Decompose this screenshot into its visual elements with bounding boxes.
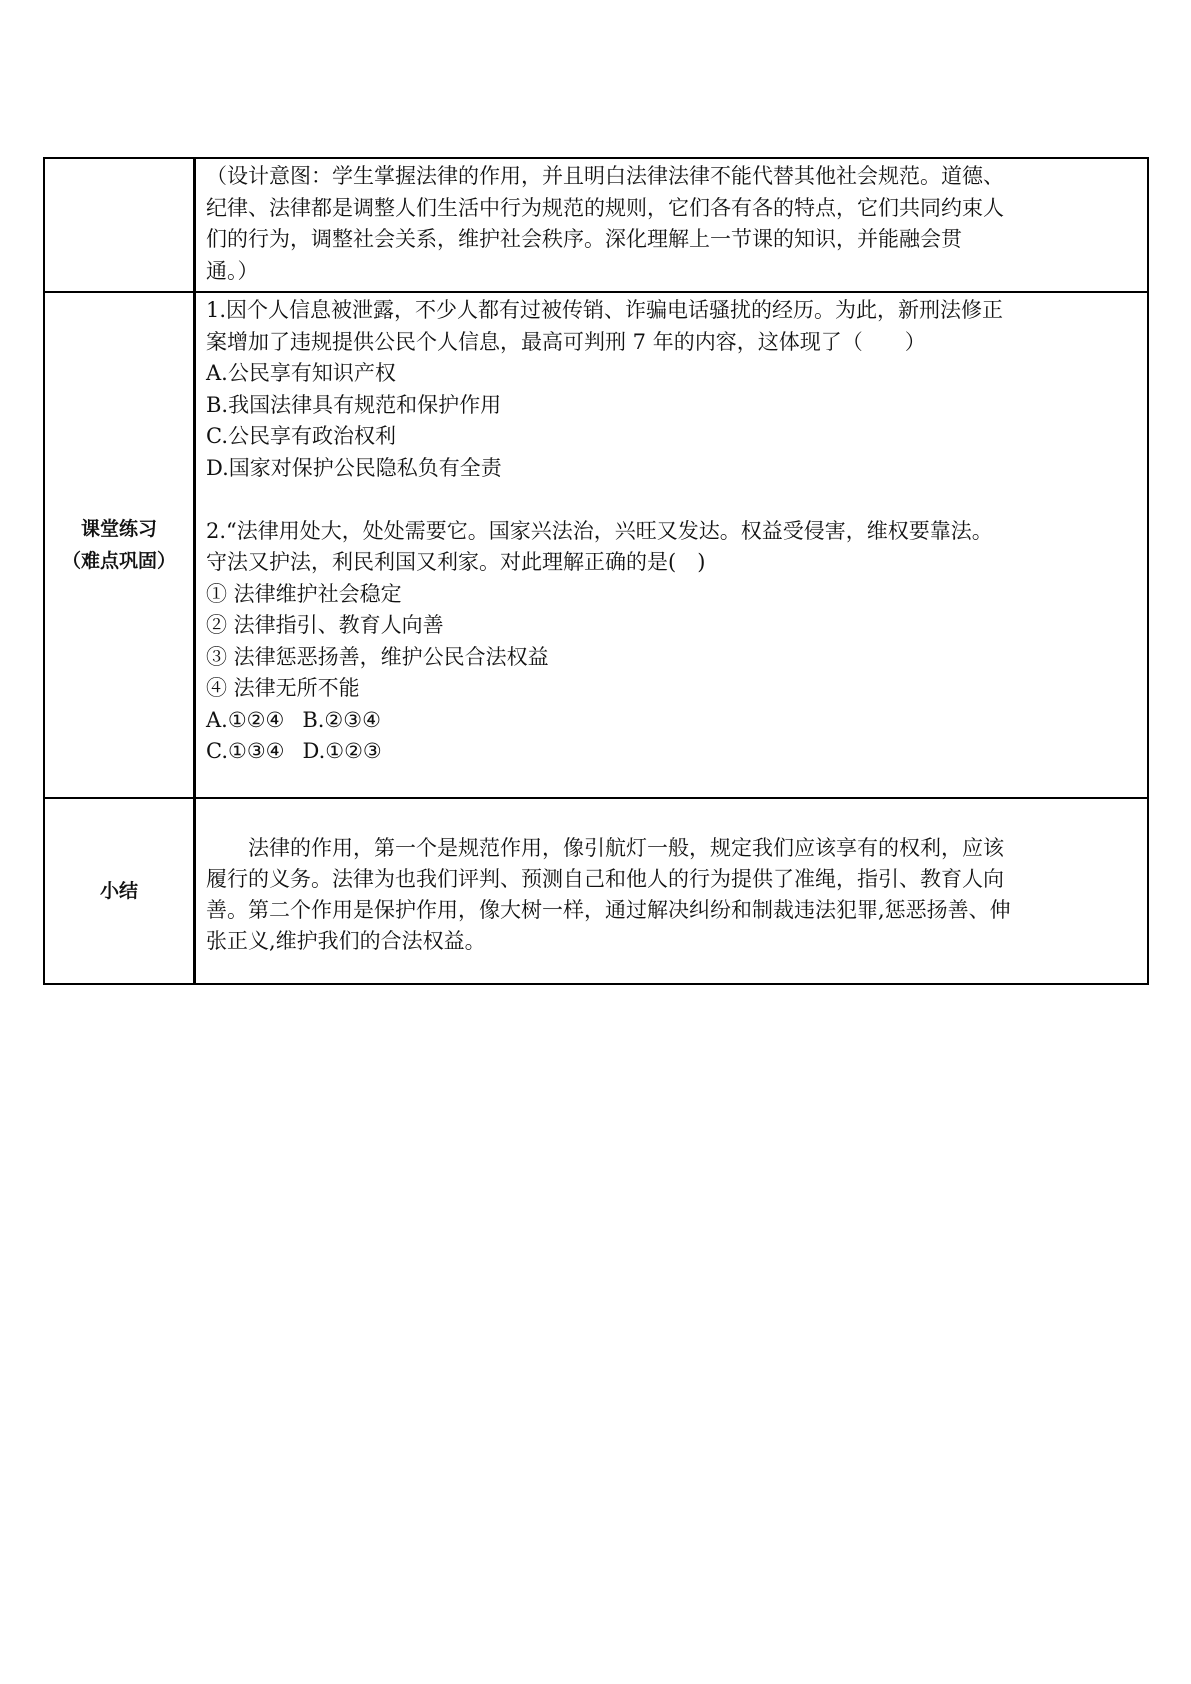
summary-label: 小结 [44, 798, 195, 984]
question-1-option-a: A.公民享有知识产权 [206, 361, 396, 385]
text-line: 张正义,维护我们的合法权益。 [206, 929, 486, 953]
text-line: 通。） [206, 258, 259, 283]
summary-text [195, 798, 1149, 984]
design-intent-label [44, 158, 195, 292]
text-line: 们的行为，调整社会关系，维护社会秩序。深化理解上一节课的知识，并能融会贯 [206, 227, 962, 251]
text-line: 法律的作用，第一个是规范作用，像引航灯一般，规定我们应该享有的权利，应该 [206, 836, 1004, 860]
practice-label [44, 292, 195, 798]
question-1-option-b: B.我国法律具有规范和保护作用 [206, 392, 502, 417]
lesson-plan-table [43, 157, 1149, 985]
text-line: 纪律、法律都是调整人们生活中行为规范的规则，它们各有各的特点，它们共同约束人 [206, 195, 1004, 220]
practice-row [44, 292, 1148, 798]
question-2-statement-1: ① 法律维护社会稳定 [206, 581, 402, 606]
text-line: 履行的义务。法律为也我们评判、预测自己和他人的行为提供了准绳，指引、教育人向 [206, 867, 1004, 891]
practice-content [195, 292, 1149, 798]
question-2-choice-b: B.②③④ [302, 707, 381, 732]
question-1-option-d: D.国家对保护公民隐私负有全责 [206, 455, 502, 480]
question-2-choice-d: D.①②③ [302, 739, 382, 763]
question-2-choices-ab [206, 705, 1137, 737]
question-2-statement-2: ② 法律指引、教育人向善 [206, 613, 444, 637]
text-line: （设计意图：学生掌握法律的作用，并且明白法律法律不能代替其他社会规范。道德、 [206, 164, 1004, 188]
design-intent-row [44, 158, 1148, 292]
question-1-stem: 1.因个人信息被泄露，不少人都有过被传销、诈骗电话骚扰的经历。为此，新刑法修正 [206, 298, 1004, 322]
question-2-statement-4: ④ 法律无所不能 [206, 676, 360, 700]
question-2-stem: 守法又护法，利民利国又利家。对此理解正确的是( ) [206, 550, 706, 574]
question-1-stem: 案增加了违规提供公民个人信息，最高可判刑 7 年的内容，这体现了（ ） [206, 329, 926, 354]
question-2-choice-a: A.①②④ [206, 707, 285, 732]
practice-label-subtitle: （难点巩固） [61, 550, 176, 572]
question-1-option-c: C.公民享有政治权利 [206, 424, 396, 448]
text-line: 善。第二个作用是保护作用，像大树一样，通过解决纠纷和制裁违法犯罪,惩恶扬善、伸 [206, 898, 1011, 922]
question-2-statement-3: ③ 法律惩恶扬善，维护公民合法权益 [206, 644, 549, 669]
question-2-stem: 2.“法律用处大，处处需要它。国家兴法治，兴旺又发达。权益受侵害，维权要靠法。 [206, 518, 993, 543]
question-2-choices-cd [206, 736, 1137, 768]
question-2-choice-c: C.①③④ [206, 739, 285, 763]
summary-row [44, 798, 1148, 984]
design-intent-text [195, 158, 1149, 292]
spacer [206, 484, 1137, 516]
practice-label-title: 课堂练习 [80, 518, 157, 540]
